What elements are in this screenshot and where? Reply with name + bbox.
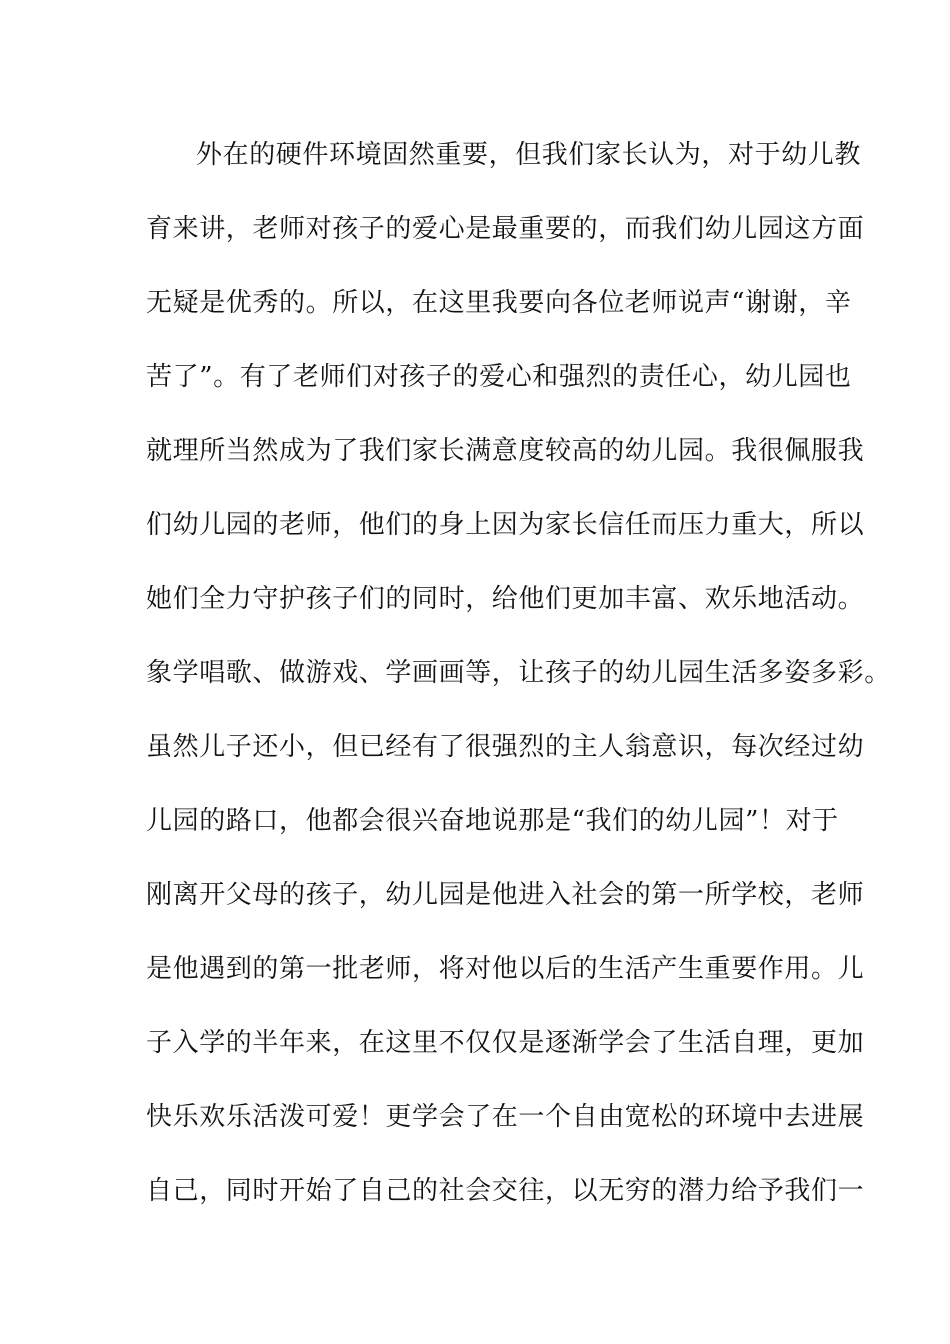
text-line: 就理所当然成为了我们家长满意度较高的幼儿园。我很佩服我 <box>146 436 865 466</box>
text-line: 象学唱歌、做游戏、学画画等，让孩子的幼儿园生活多姿多彩。 <box>146 658 891 688</box>
text-line: 快乐欢乐活泼可爱！更学会了在一个自由宽松的环境中去进展 <box>146 1102 865 1132</box>
text-line: 她们全力守护孩子们的同时，给他们更加丰富、欢乐地活动。 <box>146 584 865 614</box>
text-line: 自己，同时开始了自己的社会交往，以无穷的潜力给予我们一 <box>146 1176 865 1206</box>
text-line: 育来讲，老师对孩子的爱心是最重要的，而我们幼儿园这方面 <box>146 214 865 244</box>
paragraph <box>146 126 891 1236</box>
text-line: 儿园的路口，他都会很兴奋地说那是“我们的幼儿园”！对于 <box>146 806 839 836</box>
text-line: 外在的硬件环境固然重要，但我们家长认为，对于幼儿教 <box>196 140 862 170</box>
text-line: 苦了”。有了老师们对孩子的爱心和强烈的责任心，幼儿园也 <box>146 362 852 392</box>
text-line: 子入学的半年来，在这里不仅仅是逐渐学会了生活自理，更加 <box>146 1028 865 1058</box>
text-line: 虽然儿子还小，但已经有了很强烈的主人翁意识，每次经过幼 <box>146 732 865 762</box>
text-line: 们幼儿园的老师，他们的身上因为家长信任而压力重大，所以 <box>146 510 865 540</box>
text-line: 是他遇到的第一批老师，将对他以后的生活产生重要作用。儿 <box>146 954 865 984</box>
text-line: 刚离开父母的孩子，幼儿园是他进入社会的第一所学校，老师 <box>146 880 865 910</box>
text-line: 无疑是优秀的。所以，在这里我要向各位老师说声“谢谢，辛 <box>146 288 852 318</box>
